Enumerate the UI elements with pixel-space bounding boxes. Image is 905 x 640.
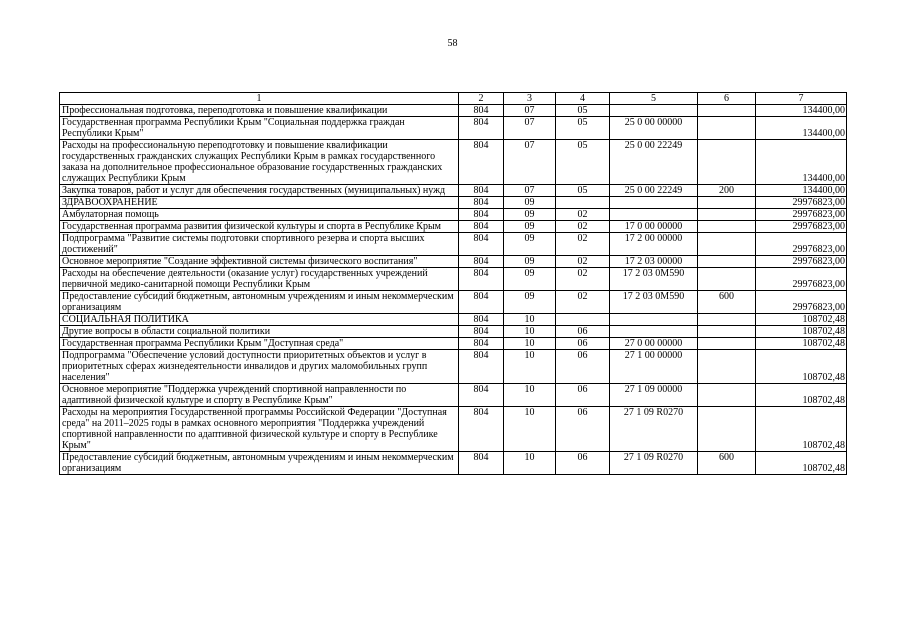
cell-row-name: Профессиональная подготовка, переподготовка и повышение квалификации (60, 105, 459, 117)
table-row (60, 452, 847, 475)
cell-col-6 (698, 384, 756, 407)
cell-amount: 134400,00 (756, 105, 847, 117)
cell-col-6 (698, 209, 756, 221)
cell-col-3: 09 (504, 197, 556, 209)
cell-amount: 108702,48 (756, 452, 847, 475)
cell-col-2: 804 (459, 256, 504, 268)
cell-amount: 29976823,00 (756, 197, 847, 209)
cell-col-3: 07 (504, 105, 556, 117)
cell-row-name: Государственная программа развития физической культуры и спорта в Республике Крым (60, 221, 459, 233)
table-row (60, 221, 847, 233)
cell-amount: 134400,00 (756, 185, 847, 197)
cell-col-6 (698, 338, 756, 350)
cell-col-3: 10 (504, 314, 556, 326)
cell-col-6 (698, 233, 756, 256)
table-row (60, 384, 847, 407)
cell-row-name: Закупка товаров, работ и услуг для обеспечения государственных (муниципальных) нужд (60, 185, 459, 197)
table-row (60, 268, 847, 291)
cell-col-5: 27 1 00 00000 (610, 350, 698, 384)
cell-col-3: 07 (504, 185, 556, 197)
cell-amount: 134400,00 (756, 140, 847, 185)
cell-col-3: 10 (504, 338, 556, 350)
cell-col-3: 09 (504, 291, 556, 314)
cell-col-6 (698, 326, 756, 338)
table-row (60, 314, 847, 326)
cell-col-2: 804 (459, 105, 504, 117)
cell-amount: 29976823,00 (756, 209, 847, 221)
header-cell-2: 2 (459, 93, 504, 105)
cell-amount: 134400,00 (756, 117, 847, 140)
cell-col-5: 25 0 00 22249 (610, 185, 698, 197)
cell-col-4: 02 (556, 221, 610, 233)
cell-col-5 (610, 326, 698, 338)
cell-col-2: 804 (459, 326, 504, 338)
cell-row-name: Государственная программа Республики Крым "Доступная среда" (60, 338, 459, 350)
cell-col-5 (610, 105, 698, 117)
cell-col-4: 05 (556, 105, 610, 117)
cell-col-5: 17 2 03 0М590 (610, 291, 698, 314)
page-number: 58 (447, 38, 458, 49)
cell-col-3: 10 (504, 350, 556, 384)
cell-col-2: 804 (459, 384, 504, 407)
cell-col-5 (610, 209, 698, 221)
cell-row-name: ЗДРАВООХРАНЕНИЕ (60, 197, 459, 209)
cell-col-4: 02 (556, 233, 610, 256)
cell-col-3: 09 (504, 268, 556, 291)
cell-col-5: 17 2 03 0М590 (610, 268, 698, 291)
table-row (60, 117, 847, 140)
table-row (60, 350, 847, 384)
cell-col-3: 09 (504, 233, 556, 256)
cell-col-2: 804 (459, 197, 504, 209)
table-row (60, 140, 847, 185)
cell-col-4: 02 (556, 256, 610, 268)
cell-col-6 (698, 140, 756, 185)
table-header-row (60, 93, 847, 105)
table-row (60, 105, 847, 117)
cell-col-2: 804 (459, 407, 504, 452)
cell-col-6: 600 (698, 452, 756, 475)
cell-amount: 29976823,00 (756, 291, 847, 314)
cell-col-4 (556, 314, 610, 326)
cell-col-5: 17 2 03 00000 (610, 256, 698, 268)
cell-amount: 108702,48 (756, 384, 847, 407)
cell-col-2: 804 (459, 291, 504, 314)
cell-col-4: 05 (556, 117, 610, 140)
cell-col-4: 06 (556, 350, 610, 384)
cell-amount: 29976823,00 (756, 268, 847, 291)
cell-col-2: 804 (459, 233, 504, 256)
cell-amount: 108702,48 (756, 326, 847, 338)
cell-col-6: 600 (698, 291, 756, 314)
cell-col-3: 10 (504, 326, 556, 338)
cell-col-5: 27 1 09 00000 (610, 384, 698, 407)
cell-col-4: 06 (556, 338, 610, 350)
cell-col-4: 05 (556, 140, 610, 185)
cell-amount: 108702,48 (756, 350, 847, 384)
cell-col-5: 25 0 00 00000 (610, 117, 698, 140)
cell-col-6: 200 (698, 185, 756, 197)
cell-col-4: 06 (556, 384, 610, 407)
cell-col-2: 804 (459, 338, 504, 350)
cell-row-name: Расходы на обеспечение деятельности (оказание услуг) государственных учреждений первичной медико-санитарной помощи Республики Крым (60, 268, 459, 291)
cell-col-3: 10 (504, 384, 556, 407)
header-cell-3: 3 (504, 93, 556, 105)
table-row (60, 338, 847, 350)
table-row (60, 326, 847, 338)
cell-col-6 (698, 117, 756, 140)
cell-col-6 (698, 407, 756, 452)
cell-col-6 (698, 350, 756, 384)
header-cell-6: 6 (698, 93, 756, 105)
table-row (60, 233, 847, 256)
cell-col-4: 06 (556, 452, 610, 475)
cell-col-5: 27 0 00 00000 (610, 338, 698, 350)
cell-col-3: 10 (504, 407, 556, 452)
header-cell-5: 5 (610, 93, 698, 105)
cell-amount: 29976823,00 (756, 221, 847, 233)
cell-col-4: 02 (556, 209, 610, 221)
cell-row-name: Другие вопросы в области социальной политики (60, 326, 459, 338)
cell-col-2: 804 (459, 314, 504, 326)
cell-col-4: 06 (556, 407, 610, 452)
cell-col-2: 804 (459, 452, 504, 475)
cell-col-5 (610, 314, 698, 326)
cell-col-6 (698, 197, 756, 209)
cell-row-name: Государственная программа Республики Крым "Социальная поддержка граждан Республики Крым" (60, 117, 459, 140)
cell-row-name: Предоставление субсидий бюджетным, автономным учреждениям и иным некоммерческим организациям (60, 452, 459, 475)
cell-col-2: 804 (459, 140, 504, 185)
cell-amount: 108702,48 (756, 314, 847, 326)
cell-row-name: Амбулаторная помощь (60, 209, 459, 221)
cell-col-4: 02 (556, 268, 610, 291)
table-body (60, 93, 847, 475)
cell-col-5: 27 1 09 R0270 (610, 452, 698, 475)
cell-col-3: 07 (504, 140, 556, 185)
header-cell-4: 4 (556, 93, 610, 105)
cell-col-4: 02 (556, 291, 610, 314)
cell-col-2: 804 (459, 185, 504, 197)
cell-row-name: СОЦИАЛЬНАЯ ПОЛИТИКА (60, 314, 459, 326)
header-cell-7: 7 (756, 93, 847, 105)
cell-col-3: 09 (504, 256, 556, 268)
cell-col-2: 804 (459, 268, 504, 291)
cell-col-6 (698, 105, 756, 117)
cell-row-name: Основное мероприятие "Создание эффективной системы физического воспитания" (60, 256, 459, 268)
cell-row-name: Основное мероприятие "Поддержка учреждений спортивной направленности по адаптивной физической культуре и спорту в Республике Крым" (60, 384, 459, 407)
cell-col-5: 17 0 00 00000 (610, 221, 698, 233)
cell-col-2: 804 (459, 350, 504, 384)
cell-col-3: 10 (504, 452, 556, 475)
cell-col-6 (698, 314, 756, 326)
table-row (60, 209, 847, 221)
cell-row-name: Подпрограмма "Развитие системы подготовки спортивного резерва и спорта высших достижений" (60, 233, 459, 256)
cell-col-3: 09 (504, 221, 556, 233)
cell-col-2: 804 (459, 221, 504, 233)
cell-col-3: 07 (504, 117, 556, 140)
cell-amount: 108702,48 (756, 407, 847, 452)
cell-col-2: 804 (459, 117, 504, 140)
table-row (60, 407, 847, 452)
cell-row-name: Расходы на профессиональную переподготовку и повышение квалификации государственных гражданских служащих Республики Крым в рамках государственного заказа на дополнительное профессиональное образование государственных гражданских служащих Республики Крым (60, 140, 459, 185)
cell-amount: 29976823,00 (756, 233, 847, 256)
cell-col-6 (698, 221, 756, 233)
cell-col-3: 09 (504, 209, 556, 221)
table-row (60, 256, 847, 268)
cell-col-5: 27 1 09 R0270 (610, 407, 698, 452)
cell-row-name: Предоставление субсидий бюджетным, автономным учреждениям и иным некоммерческим организациям (60, 291, 459, 314)
cell-col-4: 06 (556, 326, 610, 338)
cell-col-5: 25 0 00 22249 (610, 140, 698, 185)
cell-amount: 29976823,00 (756, 256, 847, 268)
cell-col-4: 05 (556, 185, 610, 197)
cell-col-5: 17 2 00 00000 (610, 233, 698, 256)
cell-amount: 108702,48 (756, 338, 847, 350)
table-row (60, 291, 847, 314)
cell-row-name: Подпрограмма "Обеспечение условий доступности приоритетных объектов и услуг в приоритетных сферах жизнедеятельности инвалидов и других маломобильных групп населения" (60, 350, 459, 384)
header-cell-1: 1 (60, 93, 459, 105)
table-row (60, 197, 847, 209)
cell-col-4 (556, 197, 610, 209)
budget-table (59, 92, 847, 475)
cell-col-2: 804 (459, 209, 504, 221)
cell-col-6 (698, 256, 756, 268)
table-row (60, 185, 847, 197)
cell-col-5 (610, 197, 698, 209)
cell-col-6 (698, 268, 756, 291)
cell-row-name: Расходы на мероприятия Государственной программы Российской Федерации "Доступная среда" на 2011–2025 годы в рамках основного мероприятия "Поддержка учреждений спортивной направленности по адаптивной физической культуре и спорту в Республике Крым" (60, 407, 459, 452)
